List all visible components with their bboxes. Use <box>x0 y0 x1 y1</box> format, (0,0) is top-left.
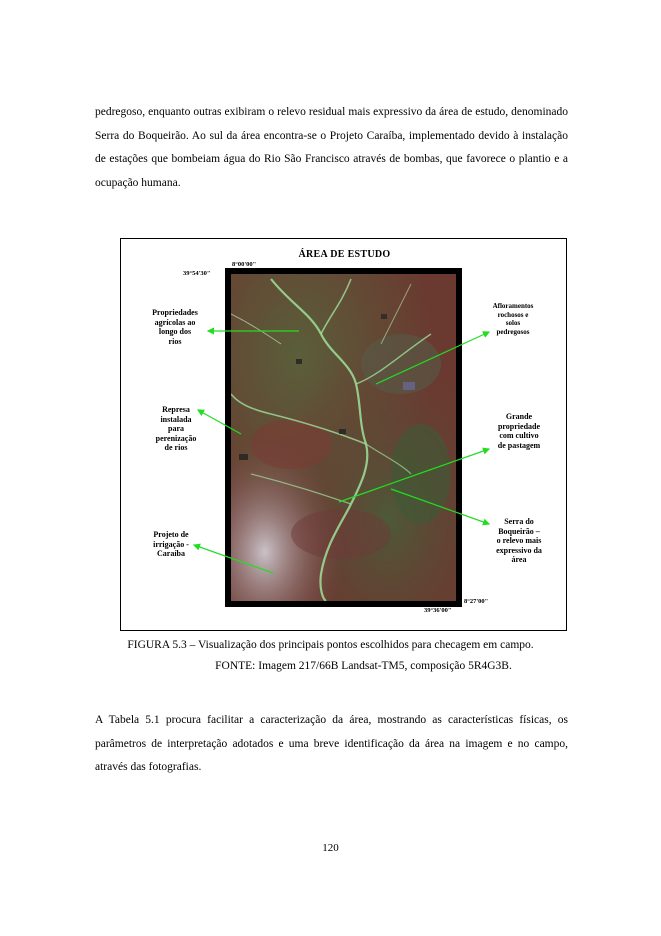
coord-bottom-longitude: 39°36'00" <box>424 607 452 614</box>
page-number: 120 <box>322 842 339 854</box>
label-serra-boqueirao: Serra do Boqueirão – o relevo mais expressivo da área <box>496 517 542 564</box>
figure-title: ÁREA DE ESTUDO <box>298 249 391 260</box>
label-projeto: Projeto de irrigação - Caraíba <box>153 530 189 558</box>
label-propriedades: Propriedades agrícolas ao longo dos rios <box>152 308 198 346</box>
figure-caption: FIGURA 5.3 – Visualização dos principais pontos escolhidos para checagem em campo. <box>127 639 534 651</box>
body-paragraph-bottom: A Tabela 5.1 procura facilitar a caracterização da área, mostrando as características físicas, os parâmetros de interpretação adotados e uma breve identificação da área na imagem e no campo, através das fotografias. <box>95 714 568 773</box>
coord-top-latitude: 8°00'00" <box>232 261 257 268</box>
figure-study-area <box>120 238 567 631</box>
body-paragraph-top: pedregoso, enquanto outras exibiram o relevo residual mais expressivo da área de estudo, denominado Serra do Boqueirão. Ao sul da área encontra-se o Projeto Caraíba, implementado devido à instalação de estações que bombeiam água do Rio São Francisco através de bombas, que favorece o plantio e a ocupação humana. <box>95 106 568 189</box>
label-afloramentos: Afloramentos rochosos e solos pedregosos <box>492 302 534 336</box>
figure-source: FONTE: Imagem 217/66B Landsat-TM5, composição 5R4G3B. <box>215 660 512 672</box>
coord-top-longitude: 39°54'30" <box>183 270 211 277</box>
landsat-composite-image <box>231 274 456 601</box>
label-grande-propriedade: Grande propriedade com cultivo de pastagem <box>497 412 541 450</box>
coord-bottom-latitude: 8°27'00" <box>464 598 489 605</box>
satellite-image <box>225 268 462 607</box>
label-represa: Represa instalada para perenização de rios <box>155 405 197 452</box>
